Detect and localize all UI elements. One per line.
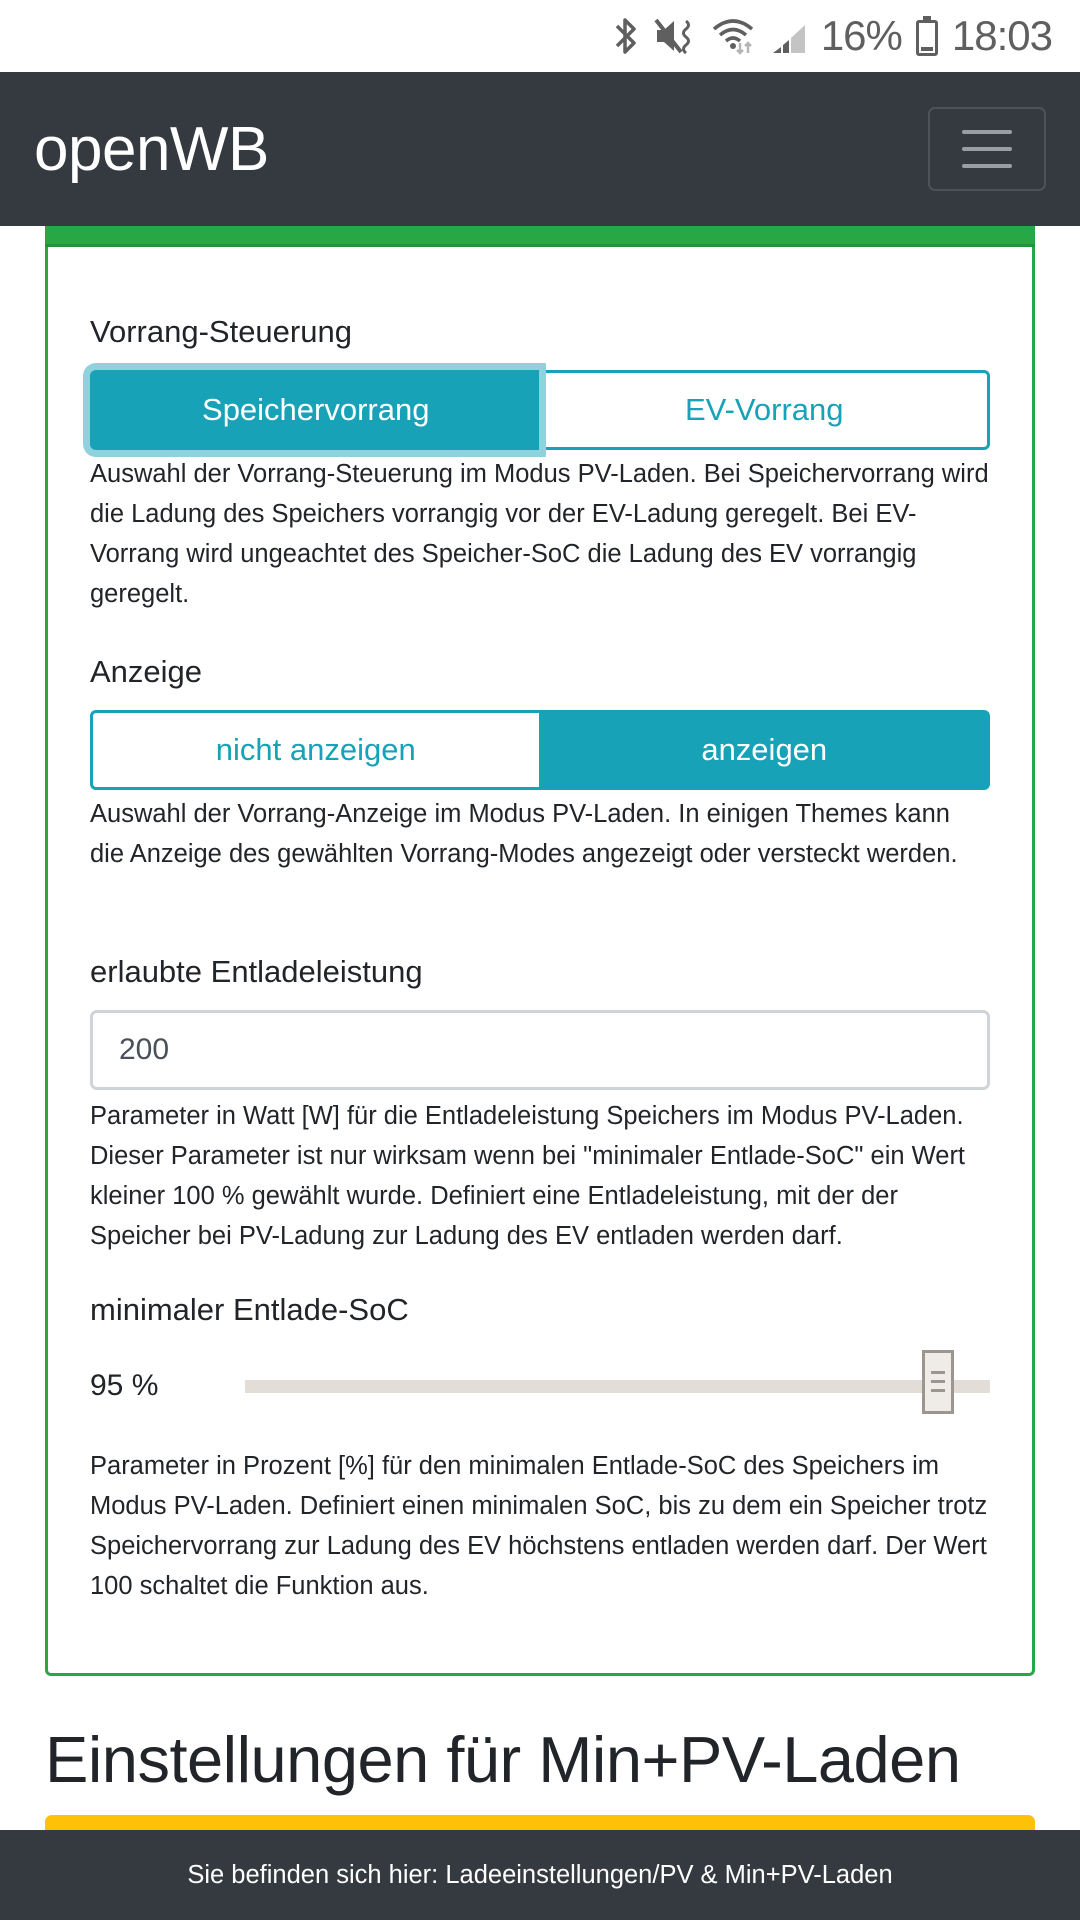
brand-logo[interactable]: openWB xyxy=(34,114,269,184)
wifi-icon xyxy=(711,14,757,58)
mute-vibrate-icon xyxy=(653,14,697,58)
priority-control-label: Vorrang-Steuerung xyxy=(90,314,352,349)
navbar xyxy=(0,72,1080,226)
min-soc-label: minimaler Entlade-SoC xyxy=(90,1292,409,1327)
discharge-power-section xyxy=(90,954,990,1256)
clock: 18:03 xyxy=(951,12,1052,59)
breadcrumb-text: Sie befinden sich hier: Ladeeinstellungen/PV & Min+PV-Laden xyxy=(187,1860,893,1889)
slider-thumb[interactable] xyxy=(922,1350,954,1414)
priority-control-help: Auswahl der Vorrang-Steuerung im Modus PV-Laden. Bei Speichervorrang wird die Ladung des Speichers vorrangig vor der EV-Ladung geregelt. Bei EV-Vorrang wird ungeachtet des Speicher-SoC die Ladung des EV vorrangig geregelt. xyxy=(90,460,989,608)
min-soc-section xyxy=(90,1292,990,1606)
min-soc-help: Parameter in Prozent [%] für den minimalen Entlade-SoC des Speichers im Modus PV-Laden. Definiert einen minimalen SoC, bis zu dem ein Speicher trotz Speichervorrang zur Ladung des EV höchstens entladen werden darf. Der Wert 100 schaltet die Funktion aus. xyxy=(90,1452,988,1600)
priority-control-section xyxy=(90,314,990,614)
discharge-power-label: erlaubte Entladeleistung xyxy=(90,954,423,989)
footer-breadcrumb xyxy=(0,1830,1080,1920)
display-label: Anzeige xyxy=(90,654,203,689)
priority-control-toggle xyxy=(90,370,990,450)
option-ev-vorrang[interactable]: EV-Vorrang xyxy=(539,370,991,450)
signal-icon xyxy=(771,14,807,58)
status-bar xyxy=(0,0,1080,72)
pv-settings-card xyxy=(45,226,1035,1676)
discharge-power-help: Parameter in Watt [W] für die Entladeleistung Speichers im Modus PV-Laden. Dieser Parameter ist nur wirksam wenn bei "minimaler Entlade-SoC" ein Wert kleiner 100 % gewählt wurde. Definiert eine Entladeleistung, mit der der Speicher bei PV-Ladung zur Ladung des EV entladen werden darf. xyxy=(90,1102,966,1250)
bluetooth-icon xyxy=(613,14,639,58)
display-toggle xyxy=(90,710,990,790)
card-header xyxy=(45,226,1035,247)
min-pv-section-heading: Einstellungen für Min+PV-Laden xyxy=(45,1723,961,1796)
battery-percent: 16% xyxy=(820,12,902,59)
discharge-power-input[interactable] xyxy=(90,1010,990,1090)
display-help: Auswahl der Vorrang-Anzeige im Modus PV-Laden. In einigen Themes kann die Anzeige des gewählten Vorrang-Modes angezeigt oder versteckt werden. xyxy=(90,800,958,868)
min-soc-slider-row xyxy=(90,1346,990,1426)
display-section xyxy=(90,654,990,874)
hamburger-menu-icon xyxy=(962,130,1012,134)
option-nicht-anzeigen[interactable]: nicht anzeigen xyxy=(90,710,539,790)
menu-toggle-button[interactable] xyxy=(928,107,1046,191)
min-soc-slider[interactable] xyxy=(245,1380,990,1393)
min-soc-value: 95 % xyxy=(90,1369,159,1402)
option-speichervorrang[interactable]: Speichervorrang xyxy=(90,370,539,450)
option-anzeigen[interactable]: anzeigen xyxy=(539,710,991,790)
battery-icon xyxy=(916,14,938,58)
